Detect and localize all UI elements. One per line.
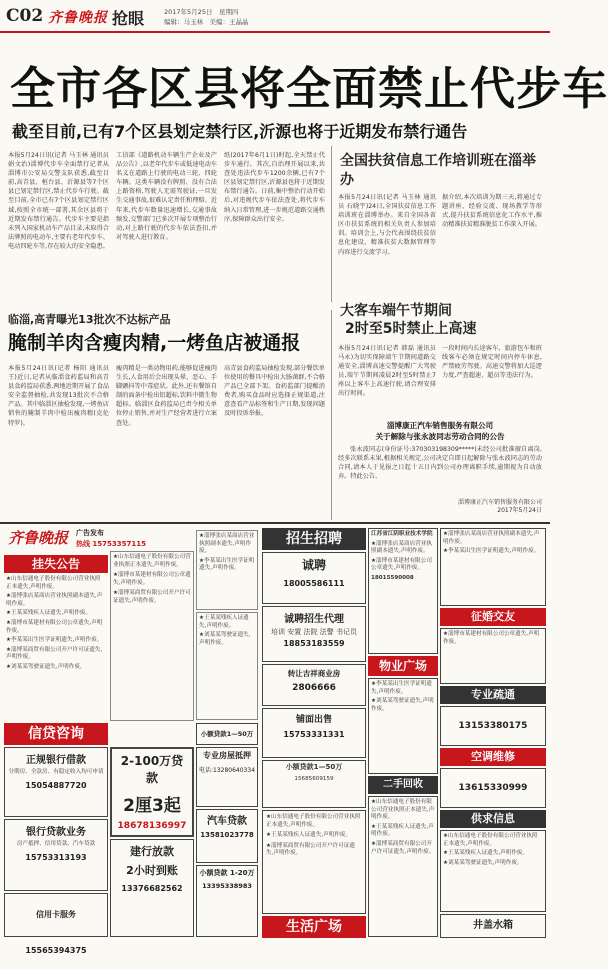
- lost-item: ★淄博某商贸有限公司开户许可证遗失,声明作废。: [6, 646, 103, 661]
- fast-loan-title: 建行放款: [130, 845, 174, 858]
- lead-column-1: 本报5月24日讯(记者 马玉林 通讯员 娟文治)淄博代步车全面禁行记者从淄博市公安局交警支队获悉,截至目前,高青县、桓台县、沂源县等7个区县已划定禁行区,禁止代步车行驶。截至目前,全市已有7个区县划定禁行区域,按照全市统一部署,其余区县将于近期发布禁行通告。代步车主要是指未列入国家机动车产品目录,未取得合法牌照的电动车,主要有老年代步车、电动四轮车等,存在较大的安全隐患。: [8, 152, 109, 250]
- classified-text: 18015590008: [371, 574, 414, 581]
- recruit-title: 诚聘: [301, 558, 326, 572]
- lost-item: ★山东信通电子股份有限公司营业执照正本遗失,声明作废。: [6, 576, 101, 590]
- notice-title-1: 淄博康正汽车销售服务有限公司: [386, 421, 494, 430]
- notice-body: 张永波同志(身份证号:370303198309*****)未经公司批准擅自离岗,经多次联系未果,根据相关规定,公司决定自即日起解除与张永波同志的劳动合同,请本人于见报之日起十五日内到公司办理离职手续,逾期视为自动放弃。特此公告。: [338, 446, 542, 481]
- shop-sale-title: 铺面出售: [295, 715, 332, 725]
- date-line: 2017年5月25日 星期四: [164, 8, 239, 16]
- classified-block: [196, 530, 258, 610]
- loan-rate: 2厘3起: [123, 796, 181, 816]
- classified-text: ★李某某出生医学证明遗失,声明作废。: [199, 557, 255, 572]
- page-number: C02: [6, 6, 44, 26]
- notice-date: 2017年5月24日: [497, 507, 542, 514]
- recruit-bar: 招生招聘: [262, 528, 366, 550]
- classified-text: ★刘某某驾驶证遗失,声明作废。: [199, 632, 251, 646]
- classified-text: ★淄博市某建材有限公司公章遗失,声明作废。: [113, 572, 191, 586]
- classifieds-logo: 齐鲁晚报: [8, 529, 69, 547]
- classified-block: [262, 760, 366, 808]
- labor-contract-notice: [338, 420, 542, 518]
- classified-text: ★淄博张店某商店营业执照副本遗失,声明作废。: [199, 533, 255, 555]
- ac-repair-phone: 13615330999: [458, 783, 528, 793]
- classified-text: ★王某某残疾人证遗失,声明作废。: [266, 832, 352, 839]
- food-column-1: 本报5月24日讯(记者 杨阳 通讯员 王)近日,记者从临淄食药监局和高青县食药监局获悉,两地近期开展了食品安全监督抽检,共发现13批次不合格产品。其中临淄区抽检发现,一烤鱼店销售的腌制羊肉中检出瘦肉精(克伦特罗)。: [8, 365, 109, 427]
- lost-item: ★王某某残疾人证遗失,声明作废。: [6, 610, 92, 617]
- credit-card-ad: [4, 893, 108, 955]
- lost-item: ★李某某出生医学证明遗失,声明作废。: [6, 637, 103, 644]
- car-phone: 13581023778: [200, 831, 254, 839]
- loan-ad-2: [4, 819, 108, 891]
- loan-2-body: 房产抵押、信用贷款、汽车贷款: [16, 841, 96, 847]
- marriage-bar: 征婚交友: [440, 608, 546, 626]
- classified-text: ★淄博某商贸有限公司开户许可证遗失,声明作废。: [113, 590, 191, 604]
- classified-text: ★淄博某商贸有限公司开户许可证遗失,声明作废。: [266, 842, 355, 857]
- notice-signature: 淄博康正汽车销售服务有限公司: [457, 499, 542, 506]
- bus-column-1: 本报5月24日讯(记者 韩磊 通讯员 马永)为切实保障端午节期间道路交通安全,淄博高速交警提醒广大驾驶员,端午节期间凌晨2时至5时禁止7座以上客车上高速行驶,请合理安排出行时间。: [338, 345, 436, 398]
- bus-headline-1: 大客车端午节期间: [340, 303, 452, 319]
- ac-repair-bar: 空调维修: [440, 748, 546, 766]
- classified-text: ★淄博市某建材有限公司公章遗失,声明作废。: [443, 631, 540, 645]
- fast-loan-phone: 13376682562: [121, 884, 183, 893]
- lost-notice-list: [4, 574, 108, 720]
- classified-text: 江苏省江阴职业技术学院: [371, 531, 433, 537]
- classified-text: ★山东信通电子股份有限公司营业执照正本遗失,声明作废。: [443, 833, 538, 847]
- classified-block: [262, 810, 366, 914]
- page-header: [0, 0, 550, 34]
- classified-block: [368, 796, 438, 937]
- masthead-rule: [0, 31, 550, 33]
- classified-text: ★淄博张店某商店营业执照副本遗失,声明作废。: [371, 540, 432, 555]
- classified-text: ★刘某某驾驶证遗失,声明作废。: [443, 859, 523, 866]
- notice-title-2: 关于解除与张永波同志劳动合同的公告: [375, 432, 505, 441]
- training-phone: 18853183559: [283, 639, 345, 648]
- shop-transfer-phone: 2806666: [292, 683, 336, 693]
- training-ad: [262, 606, 366, 662]
- car-title: 汽车贷款: [207, 816, 247, 827]
- editor-line: 编辑：马玉林 美编：王晶晶: [164, 18, 249, 26]
- classified-text: ★淄博市某建材有限公司公章遗失,声明作废。: [371, 557, 432, 572]
- poverty-headline: 全国扶贫信息工作培训班在淄举办: [340, 153, 536, 188]
- lost-notice-bar: 挂失公告: [4, 555, 108, 573]
- cleaning-phone: 13153380175: [458, 721, 528, 731]
- classified-block: [196, 612, 258, 720]
- classifieds-top-rule: [0, 522, 550, 524]
- bus-headline-2: 2时至5时禁止上高速: [345, 321, 477, 337]
- fast-loan-ad: [110, 839, 194, 937]
- lead-headline: 全市各区县将全面禁止代步车: [10, 62, 608, 115]
- recruit-ad: [262, 552, 366, 604]
- classified-text: ★淄博某商贸有限公司开户许可证遗失,声明作废。: [371, 840, 435, 855]
- manhole-ad: [440, 914, 546, 938]
- classified-block: [368, 678, 438, 774]
- food-column-3: 高青县食药监局抽检发现,部分餐饮单位使用的餐具中检出大肠菌群,不合格产品已全部下架。食药监部门提醒消费者,购买食品时应选择正规渠道,注意查看产品标签和生产日期,发现问题及时投诉举报。: [224, 365, 325, 418]
- classified-text: ★淄博张店某商店营业执照副本遗失,声明作废。: [443, 531, 540, 545]
- classified-text: 15685609159: [294, 775, 334, 782]
- classified-text: ★王某某残疾人证遗失,声明作废。: [371, 823, 434, 838]
- classified-text: ★王某某残疾人证遗失,声明作废。: [199, 615, 249, 629]
- classified-block: [440, 528, 546, 606]
- loan-1-body: 分期房、全款房、有稳定收入均可申请: [8, 769, 104, 775]
- loan-2-phone: 15753313193: [25, 852, 87, 862]
- cleaning-bar: 专业疏通: [440, 686, 546, 704]
- classifieds-section-label: 广告发布: [76, 529, 104, 537]
- lost-item: ★淄博张店某商店营业执照副本遗失,声明作废。: [6, 593, 103, 607]
- bus-column-2: 一段时间内长途客车、旅游包车和班线客车必须在规定时间内停车休息,严禁疲劳驾驶。高速交警将加大巡逻力度,严查超速、超员等违法行为。: [442, 345, 542, 380]
- cleaning-ad: [440, 706, 546, 746]
- classified-text: ★山东信通电子股份有限公司营业执照正本遗失,声明作废。: [266, 814, 361, 828]
- manhole-title: 井盖水箱: [473, 920, 513, 931]
- classified-text: ★王某某残疾人证遗失,声明作废。: [443, 850, 529, 857]
- loan-1-phone: 15054887720: [25, 780, 87, 790]
- fast-loan-subtitle: 2小时到账: [126, 864, 178, 877]
- house-loan-ad: [196, 747, 258, 807]
- ac-repair-ad: [440, 768, 546, 808]
- small-loan-ad: [196, 865, 258, 937]
- classified-block: [368, 528, 438, 654]
- loan-amount: 2-100万贷款: [120, 754, 184, 785]
- column-divider: [331, 146, 332, 302]
- section-title: 抢眼: [112, 9, 145, 28]
- shop-transfer-ad: [262, 664, 366, 706]
- poverty-column-1: 本报5月24日讯(记者 马玉林 通讯员 石晓宇)24日,全国扶贫信息工作培训班在淄博举办。来自全国各省区市扶贫系统的相关负责人参加培训。培训会上,与会代表围绕扶贫信息化建设、精准扶贫大数据管理等内容进行交流学习。: [338, 194, 436, 256]
- classified-block: [440, 830, 546, 912]
- lead-column-2: 工信部《道路机动车辆生产企业及产品公告》,以老年代步车或低速电动车名义在道路上行驶的电动三轮、四轮车辆。这类车辆没有牌照、没有合法上路资格,驾驶人无需驾驶证,一旦发生交通事故,很难认定责任和理赔。近年来,代步车数量迅速增长,交通事故频发,交警部门已多次开展专项整治行动,对上路行驶的代步车依法查扣,并对驾驶人进行教育。: [116, 152, 217, 241]
- classified-text: ★李某某出生医学证明遗失,声明作废。: [443, 548, 540, 555]
- classified-text: ★山东信通电子股份有限公司营业执照正本遗失,声明作废。: [371, 799, 435, 821]
- poverty-column-2: 据介绍,本次培训为期三天,将通过专题讲座、经验交流、现场教学等形式,提升扶贫系统信息化工作水平,推动精准扶贫精准脱贫工作深入开展。: [442, 194, 542, 229]
- classified-text: ★李某某出生医学证明遗失,声明作废。: [371, 681, 432, 695]
- classified-text: ★刘某某驾驶证遗失,声明作废。: [371, 698, 434, 712]
- loan-phone: 18678136997: [117, 821, 187, 831]
- big-loan-ad: [110, 747, 194, 837]
- food-kicker: 临淄,高青曝光13批次不达标产品: [8, 313, 171, 326]
- credit-bar: 信贷咨询: [4, 723, 108, 745]
- loan-1-title: 正规银行借款: [26, 755, 86, 766]
- recruit-phone: 18005586111: [283, 579, 345, 588]
- small-loan-title: 小额贷款 1-20万: [199, 869, 255, 877]
- loan-ad-1: [4, 747, 108, 817]
- house-loan-phone: 电话:13280640334: [199, 767, 256, 774]
- classifieds-hotline: 热线 15753357115: [76, 540, 147, 548]
- shop-sale-phone: 15753331331: [283, 730, 345, 739]
- credit-card-text: 信用卡服务15565394375: [25, 910, 87, 955]
- training-title: 诚聘招生代理: [284, 614, 344, 625]
- classified-text: 小额贷款1—50万: [285, 763, 343, 771]
- lost-item: ★刘某某驾驶证遗失,声明作废。: [6, 663, 86, 670]
- supply-bar: 供求信息: [440, 810, 546, 828]
- newspaper-logo: 齐鲁晚报: [48, 10, 108, 26]
- lead-subheadline: 截至目前,已有7个区县划定禁行区,沂源也将于近期发布禁行通告: [12, 122, 468, 141]
- loan-2-title: 银行贷款业务: [26, 827, 86, 838]
- shop-transfer-title: 转让吉祥商业房: [287, 669, 341, 678]
- food-column-2: 瘦肉精是一类动物用药,能够促进瘦肉生长,人食用后会出现头晕、恶心、手脚颤抖等中毒症状。此外,还有餐馆自制的面条中检出铝超标,饮料中微生物超标。临淄区食药监局已责令相关单位停止销售,并对生产经营者进行立案查处。: [116, 365, 217, 427]
- classified-block: [110, 551, 194, 721]
- life-square-bar: 生活广场: [262, 916, 366, 938]
- car-title-ad: [196, 809, 258, 863]
- training-body: 培训 安置 法院 法警 书记员: [271, 628, 357, 636]
- classified-text: ★山东信通电子股份有限公司营业执照正本遗失,声明作废。: [113, 554, 191, 568]
- small-loan-phone: 13395338983: [202, 882, 252, 890]
- food-headline: 腌制羊肉含瘦肉精,一烤鱼店被通报: [8, 332, 301, 354]
- column-divider: [331, 310, 332, 520]
- house-loan-title: 专业房屋抵押: [203, 751, 251, 760]
- lead-column-3: 纸(2017年6月1日)时起,全天禁止代步车通行。其次,自治理开展以来,共查处违法代步车1200余辆,已有7个区县划定禁行区,沂源县也将于近期发布禁行通告。日前,集中整治行动开始后,对违规代步车依法查处,将代步车纳入日常管理,进一步规范道路交通秩序,保障群众出行安全。: [224, 152, 325, 223]
- lost-item: ★淄博市某建材有限公司公章遗失,声明作废。: [6, 619, 103, 634]
- recycle-bar: 二手回收: [368, 776, 438, 794]
- car-loan-label: 小额贷款1—50万: [200, 730, 254, 738]
- shop-sale-ad: [262, 708, 366, 758]
- property-square-bar: 物业广场: [368, 656, 438, 676]
- classified-block: [440, 628, 546, 684]
- car-loan-ad: [196, 723, 258, 745]
